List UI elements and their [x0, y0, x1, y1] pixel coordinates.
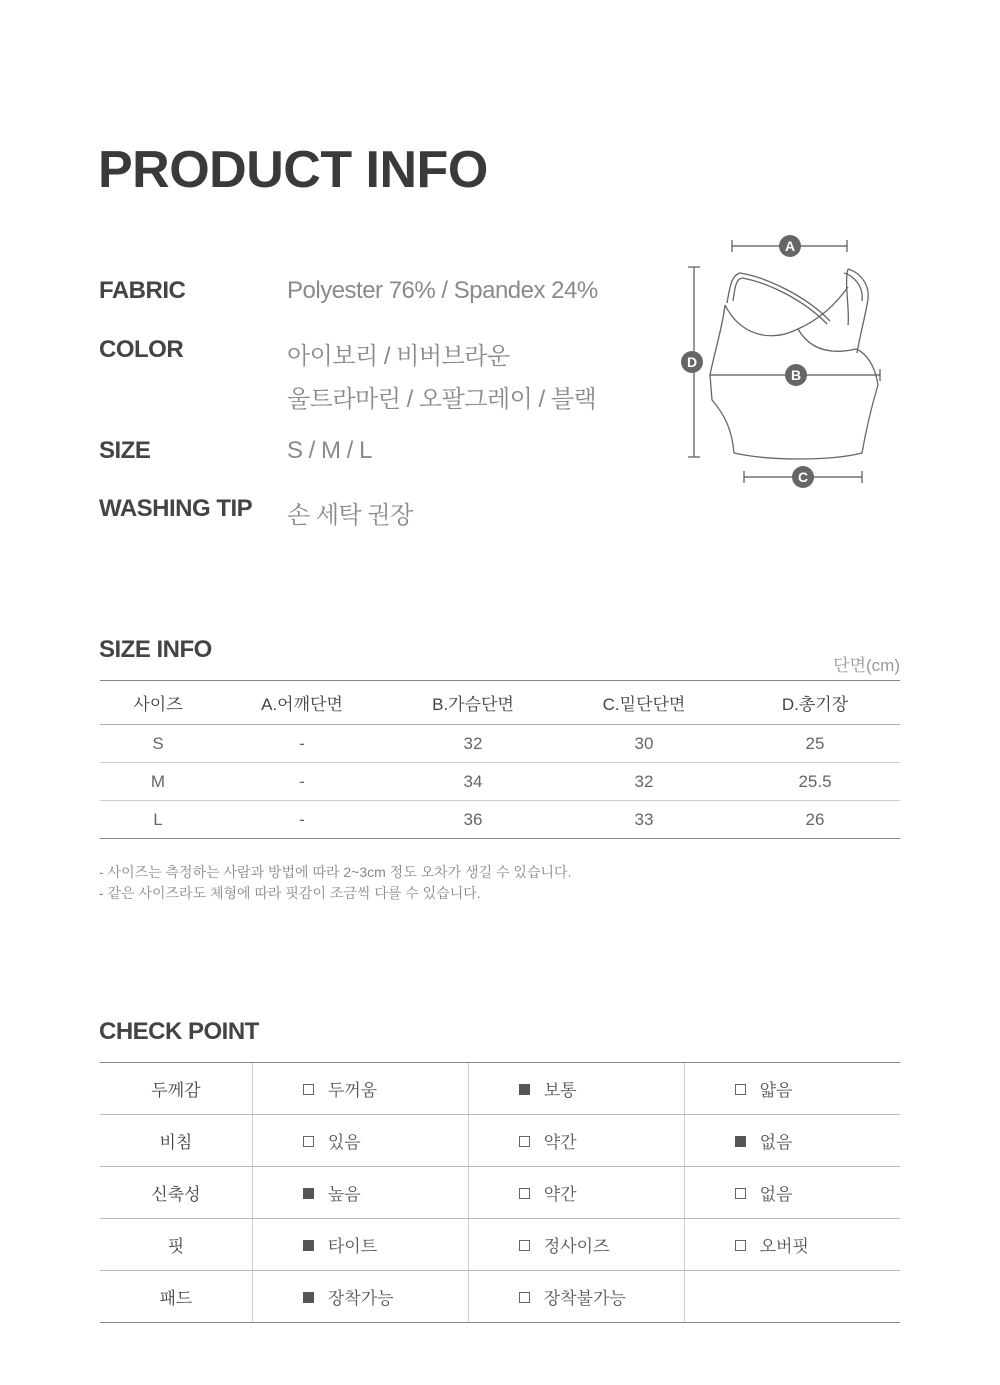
table-cell: 25 [730, 725, 900, 763]
check-option [252, 1167, 468, 1219]
check-row-stretch [100, 1167, 900, 1219]
note-line: - 사이즈는 측정하는 사람과 방법에 따라 2~3cm 정도 오차가 생길 수 있습니다. [99, 864, 572, 880]
check-option [684, 1115, 900, 1167]
check-row-fit [100, 1219, 900, 1271]
table-row [100, 763, 900, 801]
washing-label: WASHING TIP [99, 495, 253, 522]
table-cell: - [216, 763, 388, 801]
check-option-empty [684, 1271, 900, 1323]
option-label: 두꺼움 [327, 1081, 378, 1100]
check-point-table [100, 1062, 900, 1323]
option-label: 장착불가능 [543, 1289, 626, 1308]
header-cell: C.밑단단면 [558, 681, 730, 725]
table-cell: L [100, 801, 216, 839]
svg-text:A: A [784, 238, 796, 254]
table-cell: S [100, 725, 216, 763]
checkbox-empty-icon [303, 1136, 314, 1147]
header-cell: B.가슴단면 [388, 681, 558, 725]
checkbox-empty-icon [735, 1188, 746, 1199]
page-title: PRODUCT INFO [98, 141, 488, 199]
washing-value: 손 세탁 권장 [287, 502, 413, 529]
color-value-line1: 아이보리 / 비버브라운 [287, 343, 510, 370]
marker-c [792, 466, 814, 488]
option-label: 약간 [543, 1185, 577, 1204]
check-option [252, 1115, 468, 1167]
table-row [100, 725, 900, 763]
size-value: S / M / L [287, 437, 372, 464]
table-cell: 36 [388, 801, 558, 839]
size-notes [99, 862, 571, 904]
option-label: 오버핏 [759, 1237, 809, 1256]
check-point-title: CHECK POINT [99, 1018, 259, 1045]
option-label: 얇음 [759, 1081, 793, 1100]
header-cell: D.총기장 [730, 681, 900, 725]
check-option [468, 1219, 684, 1271]
checkbox-filled-icon [303, 1292, 314, 1303]
table-cell: - [216, 725, 388, 763]
marker-a [779, 235, 801, 257]
svg-text:B: B [790, 367, 802, 383]
checkbox-empty-icon [735, 1240, 746, 1251]
table-header-row [100, 681, 900, 725]
checkbox-filled-icon [303, 1188, 314, 1199]
unit-label: 단면(cm) [833, 656, 900, 675]
check-row-sheerness [100, 1115, 900, 1167]
check-option [468, 1063, 684, 1115]
checkbox-empty-icon [519, 1292, 530, 1303]
check-row-label: 핏 [100, 1219, 252, 1271]
option-label: 없음 [759, 1185, 793, 1204]
checkbox-filled-icon [519, 1084, 530, 1095]
check-option [252, 1063, 468, 1115]
checkbox-empty-icon [519, 1188, 530, 1199]
table-cell: 26 [730, 801, 900, 839]
check-row-label: 두께감 [100, 1063, 252, 1115]
table-cell: M [100, 763, 216, 801]
option-label: 없음 [759, 1133, 793, 1152]
svg-text:D: D [686, 354, 698, 370]
check-row-label: 신축성 [100, 1167, 252, 1219]
option-label: 보통 [543, 1081, 577, 1100]
fabric-value: Polyester 76% / Spandex 24% [287, 277, 598, 304]
checkbox-filled-icon [735, 1136, 746, 1147]
garment-diagram [670, 225, 900, 495]
size-info-title: SIZE INFO [99, 636, 212, 663]
option-label: 높음 [327, 1185, 361, 1204]
check-option [684, 1063, 900, 1115]
table-cell: - [216, 801, 388, 839]
table-cell: 25.5 [730, 763, 900, 801]
check-option [684, 1167, 900, 1219]
header-cell: 사이즈 [100, 681, 216, 725]
checkbox-empty-icon [519, 1240, 530, 1251]
check-option [468, 1115, 684, 1167]
check-row-label: 비침 [100, 1115, 252, 1167]
check-option [252, 1219, 468, 1271]
option-label: 약간 [543, 1133, 577, 1152]
check-option [684, 1219, 900, 1271]
check-row-pad [100, 1271, 900, 1323]
color-label: COLOR [99, 336, 184, 363]
size-table [100, 680, 900, 839]
marker-d [681, 351, 703, 373]
option-label: 장착가능 [327, 1289, 394, 1308]
note-line: - 같은 사이즈라도 체형에 따라 핏감이 조금씩 다를 수 있습니다. [99, 885, 481, 901]
table-cell: 32 [558, 763, 730, 801]
option-label: 있음 [327, 1133, 361, 1152]
check-option [252, 1271, 468, 1323]
option-label: 타이트 [327, 1237, 378, 1256]
check-row-label: 패드 [100, 1271, 252, 1323]
table-cell: 30 [558, 725, 730, 763]
svg-text:C: C [797, 469, 809, 485]
table-cell: 33 [558, 801, 730, 839]
checkbox-empty-icon [303, 1084, 314, 1095]
check-option [468, 1167, 684, 1219]
checkbox-empty-icon [519, 1136, 530, 1147]
checkbox-filled-icon [303, 1240, 314, 1251]
option-label: 정사이즈 [543, 1237, 610, 1256]
header-cell: A.어깨단면 [216, 681, 388, 725]
check-row-thickness [100, 1063, 900, 1115]
marker-b [785, 364, 807, 386]
checkbox-empty-icon [735, 1084, 746, 1095]
check-option [468, 1271, 684, 1323]
table-cell: 34 [388, 763, 558, 801]
size-label: SIZE [99, 437, 151, 464]
table-row [100, 801, 900, 839]
color-value-line2: 울트라마린 / 오팔그레이 / 블랙 [287, 386, 597, 413]
table-cell: 32 [388, 725, 558, 763]
fabric-label: FABRIC [99, 277, 186, 304]
